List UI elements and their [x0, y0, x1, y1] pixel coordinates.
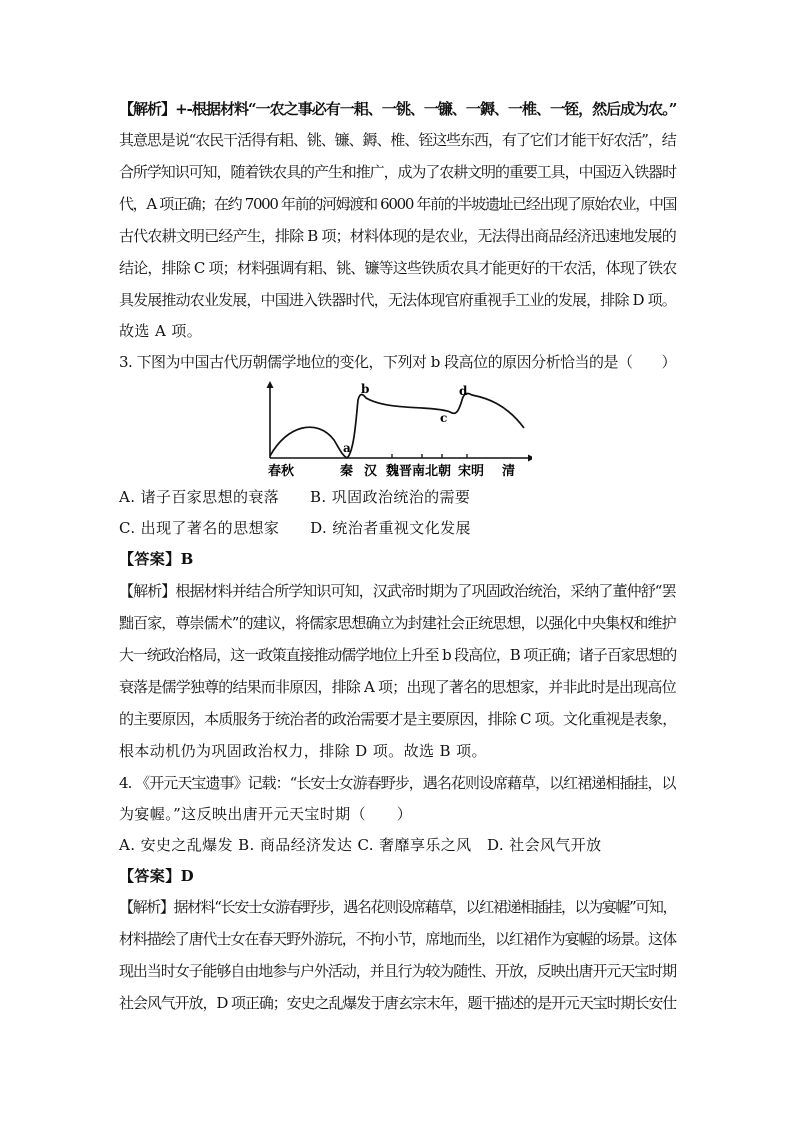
answer-line: 【答案】B: [119, 550, 194, 568]
text-line: 的主要原因，本质服务于统治者的政治需要才是主要原因，排除 C 项。文化重视是表象，: [119, 710, 677, 728]
text-line: 【解析】根据材料并结合所学知识可知，汉武帝时期为了巩固政治统治，采纳了董仲舒“罢: [119, 582, 676, 600]
text-line: 大一统政治格局，这一政策直接推动儒学地位上升至 b 段高位，B 项正确；诸子百家思想的: [119, 646, 677, 664]
question-4-stem: 4. 《开元天宝遗事》记载：“长安士女游春野步，遇名花则设席藉草，以红裙递相插挂，以: [119, 774, 676, 792]
option-line: A. 安史之乱爆发 B. 商品经济发达 C. 奢靡享乐之风 D. 社会风气开放: [119, 836, 602, 854]
text-line: 古代农耕文明已经产生，排除 B 项；材料体现的是农业，无法得出商品经济迅速地发展的: [119, 227, 676, 245]
text-line: 故选 A 项。: [119, 322, 203, 340]
text-line: 【解析】+-根据材料“一农之事必有一耜、一铫、一镰、一鎒、一椎、一铚，然后成为农。”: [119, 100, 677, 118]
point-label-d: d: [459, 384, 468, 398]
text-line: 其意思是说“农民干活得有耜、铫、镰、鎒、椎、铚这些东西，有了它们才能干好农活”，结: [119, 131, 676, 149]
confucianism-status-figure: [262, 380, 532, 480]
text-line: 为宴幄。”这反映出唐开元天宝时期（ ）: [119, 805, 413, 823]
axis-label-song-ming: 宋明: [458, 464, 485, 479]
answer-line: 【答案】D: [119, 867, 195, 885]
text-line: 黜百家，尊崇儒术”的建议，将儒家思想确立为封建社会正统思想，以强化中央集权和维护: [119, 614, 676, 632]
text-line: 具发展推动农业发展，中国进入铁器时代，无法体现官府重视手工业的发展，排除 D 项。: [119, 291, 676, 309]
text-line: 代，A 项正确；在约 7000 年前的河姆渡和 6000 年前的半坡遗址已经出现了原始农业，中国: [119, 195, 677, 213]
text-line: 材料描绘了唐代士女在春天野外游玩，不拘小节，席地而坐，以红裙作为宴幄的场景。这体: [119, 930, 677, 948]
axis-label-qin: 秦: [340, 464, 354, 479]
text-line: 合所学知识可知，随着铁农具的产生和推广，成为了农耕文明的重要工具，中国迈入铁器时: [119, 163, 677, 181]
axis-label-wei-jin: 魏晋南北朝: [386, 464, 452, 479]
text-line: 社会风气开放，D 项正确；安史之乱爆发于唐玄宗末年，题干描述的是开元天宝时期长安仕: [119, 994, 677, 1012]
option-line: C. 出现了著名的思想家 D. 统治者重视文化发展: [119, 519, 471, 537]
question-3-stem: 3. 下图为中国古代历朝儒学地位的变化，下列对 b 段高位的原因分析恰当的是（ ）: [119, 353, 677, 371]
text-line: 【解析】据材料“长安士女游春野步，遇名花则设席藉草，以红裙递相插挂，以为宴幄”可知，: [119, 898, 677, 916]
option-line: A. 诸子百家思想的衰落 B. 巩固政治统治的需要: [119, 488, 471, 506]
point-label-a: a: [343, 441, 351, 455]
text-line: 根本动机仍为巩固政治权力，排除 D 项。故选 B 项。: [119, 742, 487, 760]
status-curve: [270, 393, 524, 458]
point-label-c: c: [440, 411, 448, 425]
text-line: 结论，排除 C 项；材料强调有耜、铫、镰等这些铁质农具才能更好的干农活，体现了铁农: [119, 259, 677, 277]
y-axis-arrow: [267, 381, 274, 388]
axis-label-qing: 清: [502, 464, 516, 479]
x-axis-arrow: [528, 455, 532, 462]
text-line: 现出当时女子能够自由地参与户外活动，并且行为较为随性、开放，反映出唐开元天宝时期: [119, 962, 677, 980]
point-label-b: b: [361, 382, 370, 396]
axis-label-chunqiu: 春秋: [268, 464, 295, 479]
text-line: 衰落是儒学独尊的结果而非原因，排除 A 项；出现了著名的思想家，并非此时是出现高位: [119, 678, 676, 696]
axis-label-han: 汉: [364, 464, 378, 479]
